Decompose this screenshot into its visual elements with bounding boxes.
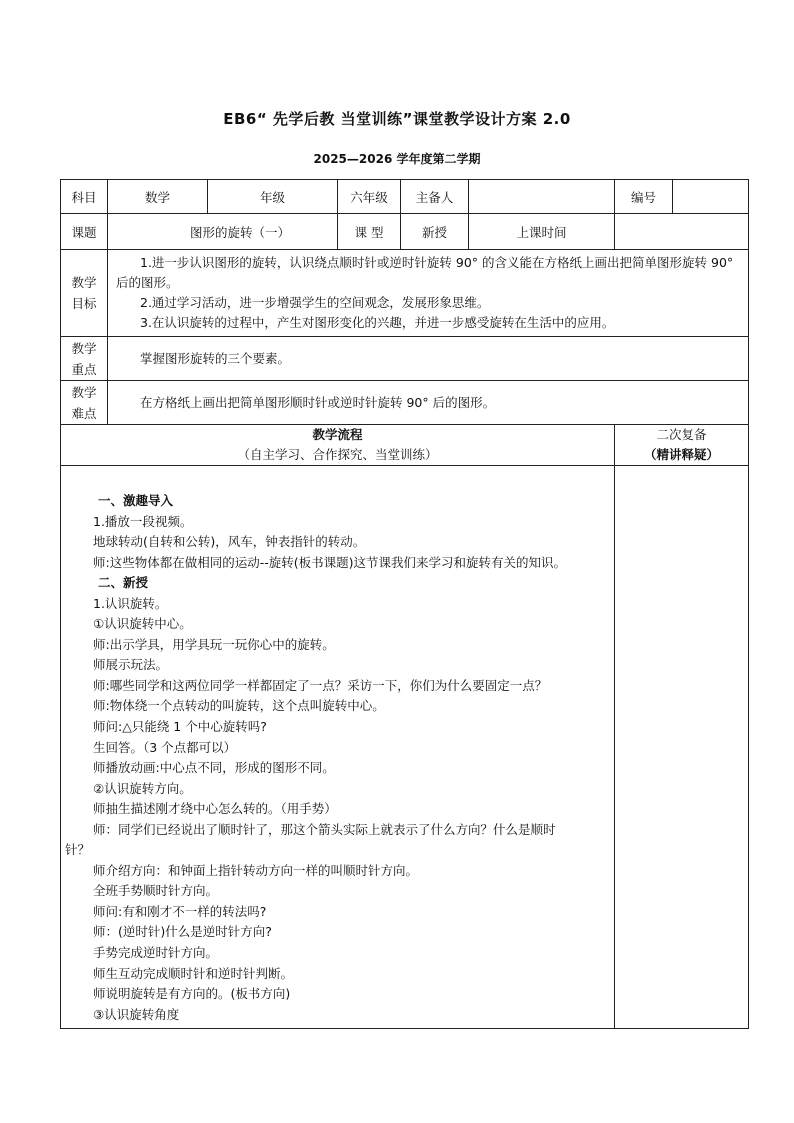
number-label: 编号 [615, 180, 673, 214]
subject-label: 科目 [61, 180, 108, 214]
number-value [673, 180, 749, 214]
flow-line: 师生互动完成顺时针和逆时针判断。 [93, 965, 294, 981]
key-point-content: 掌握图形旋转的三个要素。 [108, 337, 749, 381]
flow-line: 全班手势顺时针方向。 [93, 883, 219, 899]
flow-line: 师:物体绕一个点转动的叫旋转，这个点叫旋转中心。 [93, 698, 385, 714]
flow-line: 师:哪些同学和这两位同学一样都固定了一点？采访一下，你们为什么要固定一点？ [93, 677, 548, 693]
flow-line: ①认识旋转中心。 [93, 616, 192, 632]
key-point-row [61, 337, 749, 381]
objectives-label: 教学 目标 [61, 250, 108, 337]
flow-line: 1.播放一段视频。 [93, 513, 193, 529]
topic-label: 课题 [61, 214, 108, 250]
flow-line: 师：同学们已经说出了顺时针了，那这个箭头实际上就表示了什么方向？什么是顺时 [93, 821, 556, 837]
flow-line: 1.认识旋转。 [93, 595, 168, 611]
flow-line: 师：(逆时针)什么是逆时针方向? [93, 924, 272, 940]
objective-item: 2.通过学习活动，进一步增强学生的空间观念，发展形象思维。 [140, 295, 490, 310]
flow-line: ②认识旋转方向。 [93, 780, 192, 796]
flow-line: 地球转动(自转和公转)，风车，钟表指针的转动。 [93, 534, 366, 550]
flow-line: 师展示玩法。 [93, 657, 169, 673]
difficulty-row [61, 381, 749, 425]
section-heading: 一、激趣导入 [98, 493, 174, 508]
flow-header-row [61, 425, 749, 466]
preparer-value [469, 180, 615, 214]
flow-line: 师播放动画:中心点不同，形成的图形不同。 [93, 760, 335, 776]
type-value: 新授 [401, 214, 469, 250]
objective-item: 3.在认识旋转的过程中，产生对图形变化的兴趣，并进一步感受旋转在生活中的应用。 [140, 315, 615, 330]
section-heading: 二、新授 [98, 575, 149, 591]
revision-notes-cell [615, 466, 749, 1029]
objectives-content [108, 250, 749, 337]
objectives-row [61, 250, 749, 337]
flow-line: 师说明旋转是有方向的。(板书方向) [93, 986, 291, 1002]
teaching-flow-content [61, 466, 615, 1029]
flow-line: 生回答。（3 个点都可以） [93, 739, 237, 755]
flow-line: 师介绍方向：和钟面上指针转动方向一样的叫顺时针方向。 [93, 862, 419, 878]
flow-line: 针？ [65, 842, 91, 858]
grade-value: 六年级 [338, 180, 401, 214]
preparer-label: 主备人 [401, 180, 469, 214]
time-value [615, 214, 749, 250]
flow-line: 师:这些物体都在做相同的运动--旋转(板书课题)这节课我们来学习和旋转有关的知识。 [93, 554, 566, 570]
time-label: 上课时间 [469, 214, 615, 250]
revision-header: 二次复备 （精讲释疑） [615, 425, 749, 466]
topic-row [61, 214, 749, 250]
flow-line: 师抽生描述刚才绕中心怎么转的。（用手势） [93, 801, 337, 817]
grade-label: 年级 [208, 180, 338, 214]
flow-line: ③认识旋转角度 [93, 1006, 180, 1022]
info-row [61, 180, 749, 214]
key-point-label: 教学 重点 [61, 337, 108, 381]
lesson-plan-table [60, 179, 749, 1029]
flow-line: 师问:有和刚才不一样的转法吗? [93, 903, 267, 919]
flow-header: 教学流程 （自主学习、合作探究、当堂训练） [61, 425, 615, 466]
flow-body-row [61, 466, 749, 1029]
flow-line: 师:出示学具，用学具玩一玩你心中的旋转。 [93, 636, 335, 652]
objective-item: 1.进一步认识图形的旋转，认识绕点顺时针或逆时针旋转 90° 的含义能在方格纸上画出把简单图形旋转 90° 后的图形。 [116, 255, 734, 290]
difficulty-label: 教学 难点 [61, 381, 108, 425]
flow-line: 手势完成逆时针方向。 [93, 945, 219, 961]
difficulty-content: 在方格纸上画出把简单图形顺时针或逆时针旋转 90° 后的图形。 [108, 381, 749, 425]
semester-subtitle: 2025—2026 学年度第二学期 [313, 152, 481, 166]
type-label: 课 型 [338, 214, 401, 250]
topic-value: 图形的旋转（一） [108, 214, 338, 250]
document-title: EB6“ 先学后教 当堂训练”课堂教学设计方案 2.0 [223, 110, 571, 128]
flow-line: 师问:△只能绕 1 个中心旋转吗? [93, 719, 267, 735]
subject-value: 数学 [108, 180, 208, 214]
